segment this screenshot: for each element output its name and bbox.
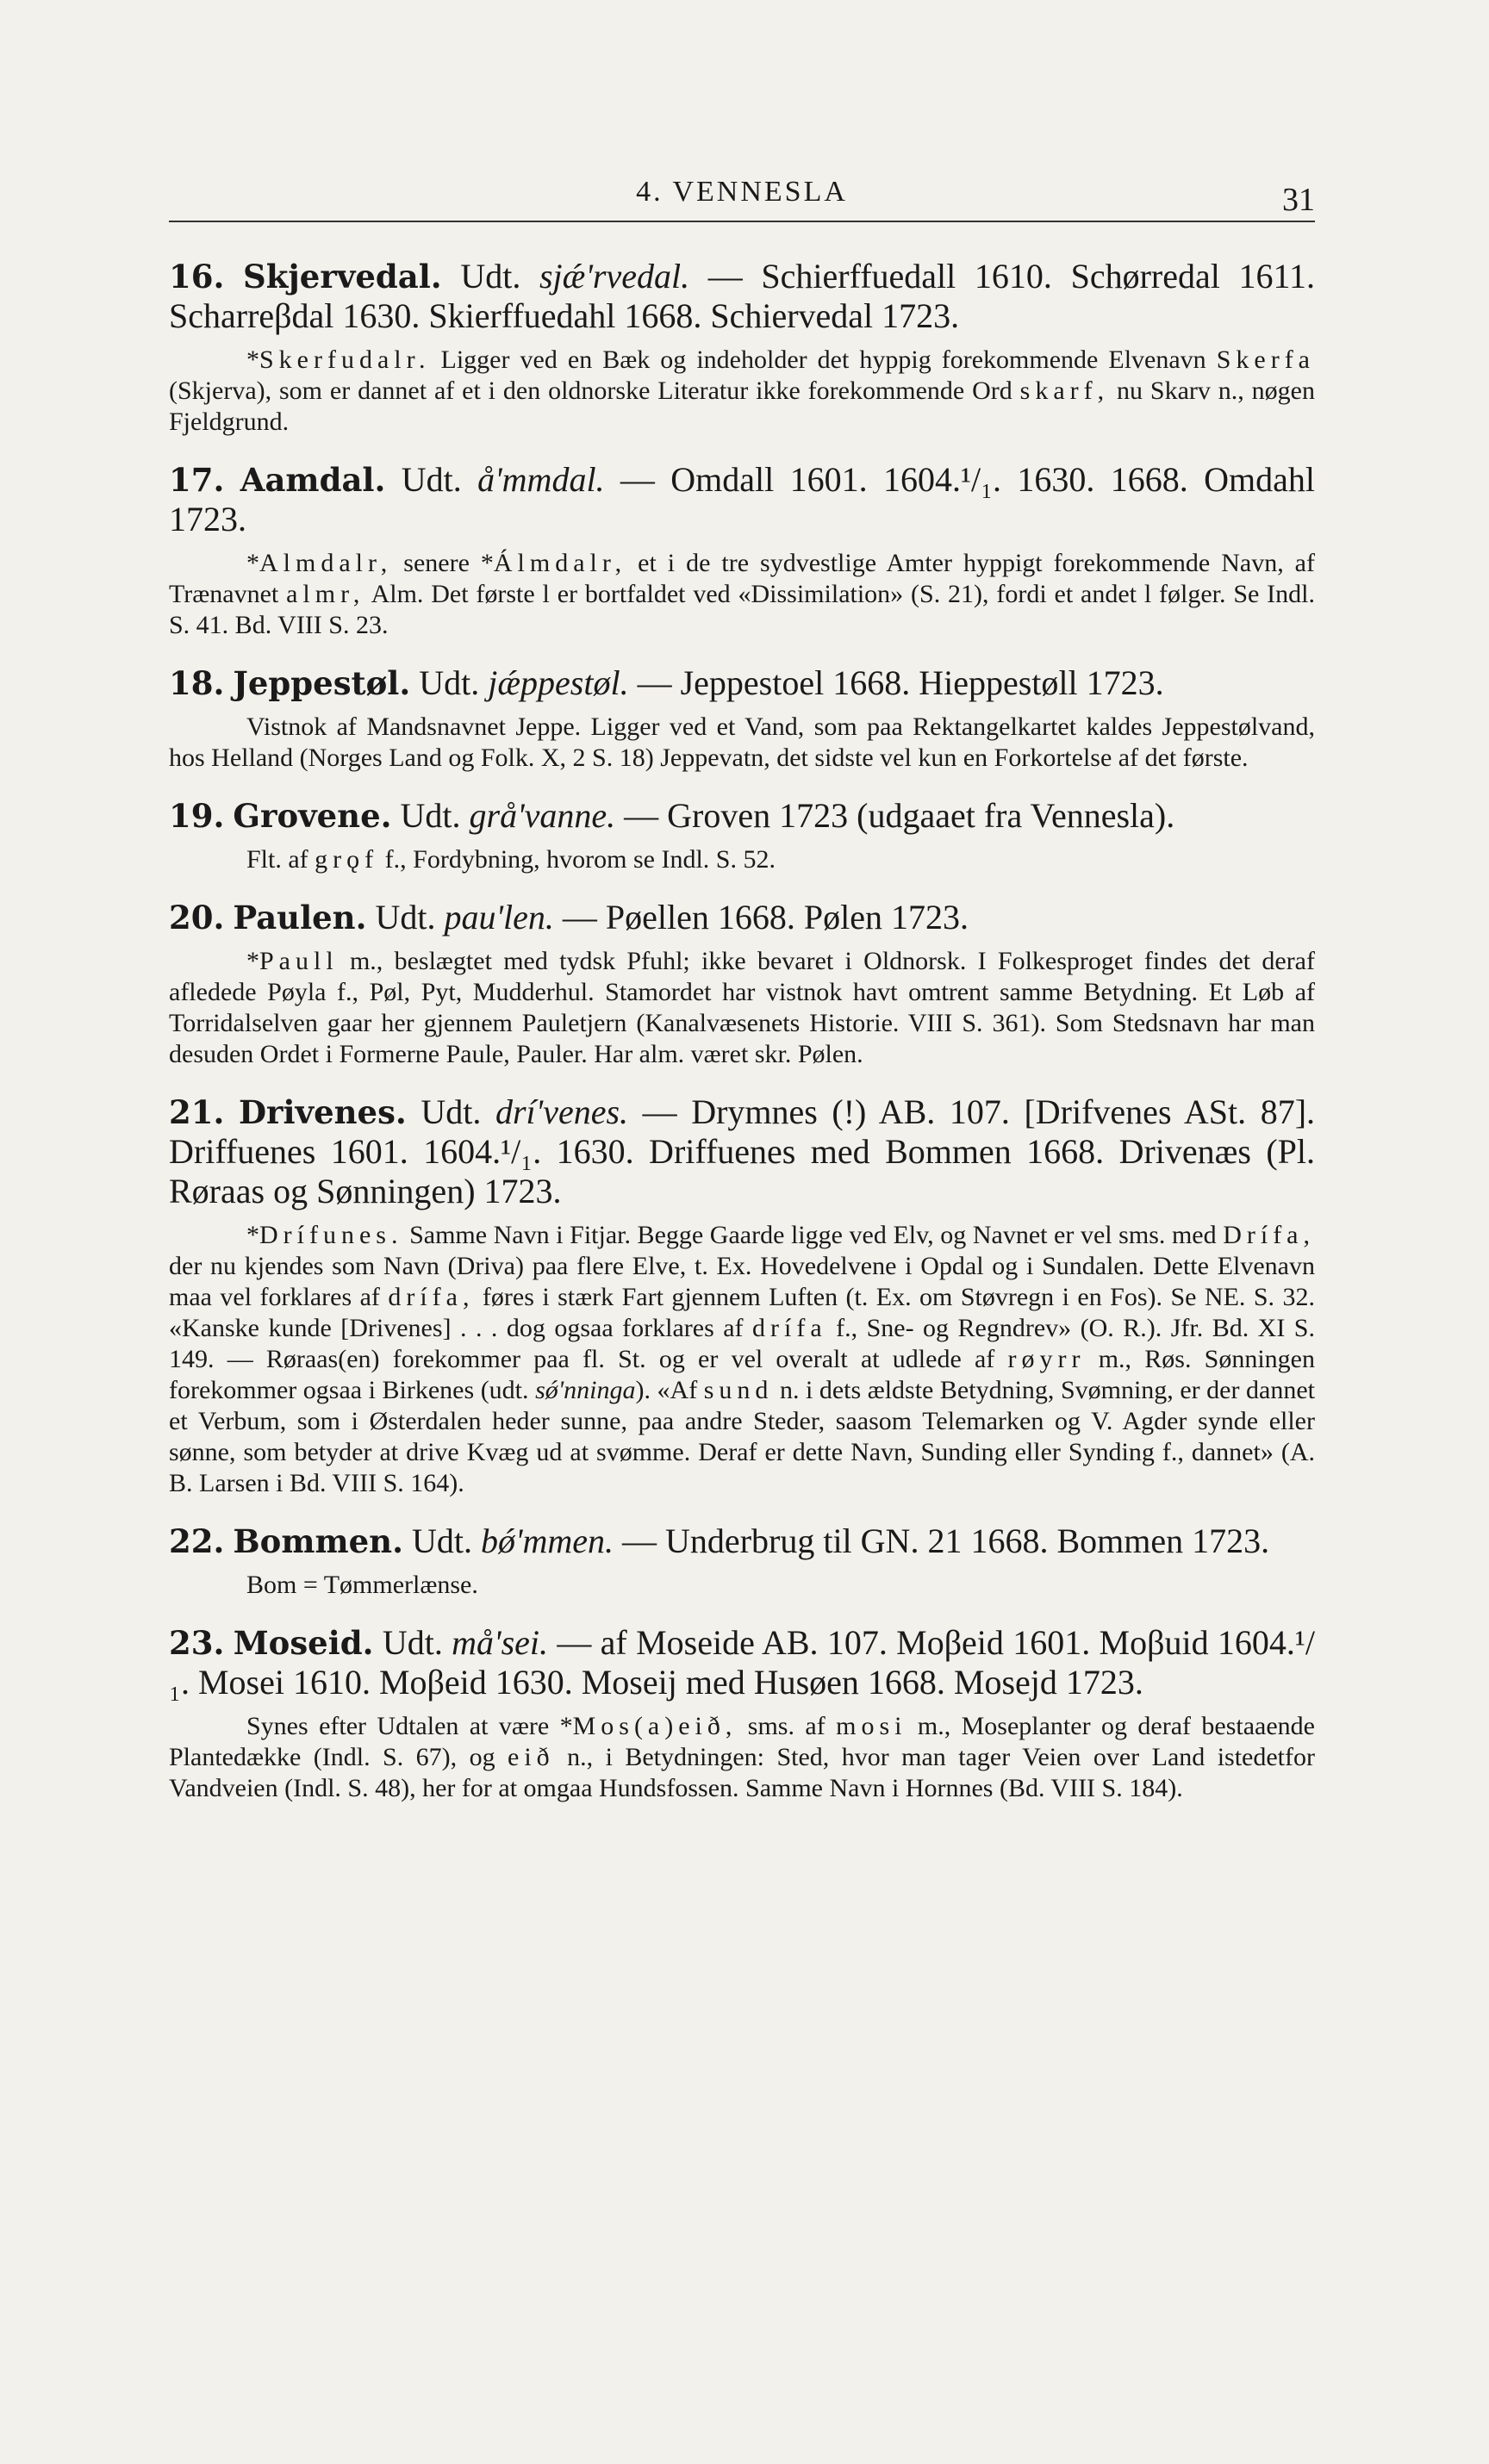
entry-name: Paulen. xyxy=(233,899,367,936)
entry-name: Grovene. xyxy=(233,797,392,835)
historical-forms: — Schierffuedall 1610. Schørredal 1611. Scharreβdal 1630. Skierffuedahl 1668. Schiervedal 1723. xyxy=(169,257,1316,335)
entry-17 xyxy=(169,460,1315,641)
etymon: Skerfudalr. xyxy=(259,345,431,374)
body-text: Samme Navn i Fitjar. Begge Gaarde ligge ved Elv, og Navnet er vel sms. med xyxy=(402,1221,1224,1249)
entry-body xyxy=(169,345,1315,438)
entry-20 xyxy=(169,898,1315,1070)
pronunciation: pau'len. xyxy=(444,898,554,936)
pronunciation: bǿ'mmen. xyxy=(480,1521,614,1560)
asterisk: * xyxy=(246,549,259,577)
body-text: senere * xyxy=(392,549,494,577)
etymon: Paull xyxy=(259,947,339,975)
etymon: Mos(a)eið, xyxy=(572,1712,738,1740)
etymon: Drífunes. xyxy=(259,1221,403,1249)
entry-19 xyxy=(169,796,1315,875)
entry-number: 16. xyxy=(169,258,225,296)
entry-number: 21. xyxy=(169,1093,225,1131)
asterisk: * xyxy=(246,345,259,374)
historical-forms: — Omdall 1601. 1604.¹/₁. 1630. 1668. Omdahl 1723. xyxy=(169,460,1316,538)
entry-heading xyxy=(169,1623,1315,1702)
pronunciation: jǽppestøl. xyxy=(488,663,629,702)
pronunciation: drí'venes. xyxy=(495,1092,629,1131)
entry-name: Jeppestøl. xyxy=(233,664,411,702)
etymon: Drífa, xyxy=(1223,1221,1315,1249)
historical-forms: — Drymnes (!) AB. 107. [Drifvenes ASt. 87]. Driffuenes 1601. 1604.¹/₁. 1630. Driffuenes med Bommen 1668. Drivenæs (Pl. Røraas og Sønningen) 1723. xyxy=(169,1092,1316,1210)
pronunciation-label: Udt. xyxy=(402,1521,481,1560)
entry-heading xyxy=(169,460,1315,539)
body-text: Alm. Det første l er bortfaldet ved «Dissimilation» (S. 21), fordi et andet l følger. Se Indl. S. 41. Bd. VIII S. 23. xyxy=(169,580,1315,639)
body-text: Bom = Tømmerlænse. xyxy=(246,1571,478,1599)
entry-body xyxy=(169,844,1315,875)
entry-number: 19. xyxy=(169,797,225,835)
page-number: 31 xyxy=(1282,182,1315,218)
entry-body xyxy=(169,712,1315,774)
entry-name: Skjervedal. xyxy=(243,258,442,296)
pronunciation: å'mmdal. xyxy=(477,460,605,499)
pronunciation: sjǽ'rvedal. xyxy=(539,257,690,296)
historical-forms: — Pøellen 1668. Pølen 1723. xyxy=(553,898,969,936)
body-text: føres i stærk Fart gjennem Luften (t. Ex. om Støvregn i en Fos). Se NE. S. 32. «Kanske kunde [Drivenes] . . . dog ogsaa forklares af xyxy=(169,1283,1315,1342)
body-text: et i de tre sydvestlige Amter hyppigt forekommende Navn, af Trænavnet xyxy=(169,549,1315,608)
historical-forms: — Underbrug til GN. 21 1668. Bommen 1723. xyxy=(614,1521,1270,1560)
entry-heading xyxy=(169,663,1315,703)
body-text: Vistnok af Mandsnavnet Jeppe. Ligger ved et Vand, som paa Rektangelkartet kaldes Jeppestølvand, hos Helland (Norges Land og Folk. X, 2 S. 18) Jeppevatn, det sidste vel kun en Forkortelse af det første. xyxy=(169,712,1315,772)
entry-heading xyxy=(169,898,1315,937)
entry-body xyxy=(169,548,1315,641)
entry-22 xyxy=(169,1521,1315,1601)
entry-16 xyxy=(169,257,1315,438)
historical-forms: — Jeppestoel 1668. Hieppestøll 1723. xyxy=(628,663,1164,702)
historical-forms: — af Moseide AB. 107. Moβeid 1601. Moβuid 1604.¹/₁. Mosei 1610. Moβeid 1630. Moseij med Husøen 1668. Mosejd 1723. xyxy=(169,1623,1316,1702)
body-text: (Skjerva), som er dannet af et i den oldnorske Literatur ikke forekommende Ord xyxy=(169,376,1020,405)
pronunciation-label: Udt. xyxy=(410,663,489,702)
etymon: Almdalr, xyxy=(259,549,393,577)
pronunciation: sǿ'nninga xyxy=(535,1376,636,1404)
entry-name: Bommen. xyxy=(233,1522,403,1560)
body-text: sms. af xyxy=(737,1712,837,1740)
pronunciation: må'sei. xyxy=(452,1623,549,1662)
entry-number: 22. xyxy=(169,1522,225,1560)
running-head-title: 4. VENNESLA xyxy=(636,176,848,208)
etymon: drífa, xyxy=(388,1283,475,1311)
entry-number: 17. xyxy=(169,461,225,499)
body-text: nu Skarv n., nøgen Fjeldgrund. xyxy=(169,376,1315,436)
body-text: n. i dets ældste Betydning, Svømning, er der dannet et Verbum, som i Østerdalen heder sunne, paa andre Steder, saasom Telemarken og V. Agder synde eller sønne, som betyder at drive Kvæg ud at svømme. Deraf er dette Navn, Sunding eller Synding f., dannet» (A. B. Larsen i Bd. VIII S. 164). xyxy=(169,1376,1315,1497)
etymon: Skerfa xyxy=(1216,345,1315,374)
entry-name: Drivenes. xyxy=(238,1093,407,1131)
body-text: ). «Af xyxy=(635,1376,704,1404)
etymon: almr, xyxy=(286,580,365,608)
entry-heading xyxy=(169,796,1315,836)
body-text: m., Røs. Sønningen forekommer ogsaa i Birkenes (udt. xyxy=(169,1345,1315,1404)
asterisk: * xyxy=(246,1221,259,1249)
body-text: der nu kjendes som Navn (Driva) paa flere Elve, t. Ex. Hovedelvene i Opdal og i Sundalen. Dette Elvenavn maa vel forklares af xyxy=(169,1252,1315,1311)
body-text: f., Fordybning, hvorom se Indl. S. 52. xyxy=(378,845,776,874)
body-text: m., Moseplanter og deraf bestaaende Plantedække (Indl. S. 67), og xyxy=(169,1712,1315,1771)
entry-body xyxy=(169,1570,1315,1601)
pronunciation-label: Udt. xyxy=(391,796,470,835)
entry-heading xyxy=(169,1521,1315,1561)
pronunciation-label: Udt. xyxy=(373,1623,452,1662)
entry-heading xyxy=(169,257,1315,336)
body-text: f., Sne- og Regndrev» (O. R.). Jfr. Bd. XI S. 149. — Røraas(en) forekommer paa fl. St. og er vel overalt at udlede af xyxy=(169,1314,1315,1373)
body-text: m., beslægtet med tydsk Pfuhl; ikke bevaret i Oldnorsk. I Folkesproget findes det deraf afledede Pøyla f., Pøl, Pyt, Mudderhul. Stamordet har vistnok havt omtrent samme Betydning. Et Løb af Torridalselven gaar her gjennem Pauletjern (Kanalvæsenets Historie. VIII S. 361). Som Stedsnavn har man desuden Ordet i Formerne Paule, Pauler. Har alm. været skr. Pølen. xyxy=(169,947,1315,1068)
entry-name: Aamdal. xyxy=(240,461,386,499)
entry-body xyxy=(169,1711,1315,1804)
pronunciation-label: Udt. xyxy=(366,898,445,936)
etymon: eið xyxy=(508,1743,555,1771)
etymon: grǫf xyxy=(315,845,379,874)
etymon: Álmdalr, xyxy=(493,549,627,577)
entry-name: Moseid. xyxy=(233,1624,374,1662)
etymon: sund xyxy=(703,1376,774,1404)
asterisk: * xyxy=(246,947,259,975)
body-text: n., i Betydningen: Sted, hvor man tager Veien over Land istedetfor Vandveien (Indl. S. 48), her for at omgaa Hundsfossen. Samme Navn i Hornnes (Bd. VIII S. 184). xyxy=(169,1743,1315,1802)
etymon: skarf, xyxy=(1019,376,1110,405)
entry-number: 20. xyxy=(169,899,225,936)
pronunciation-label: Udt. xyxy=(385,460,478,499)
body-text: Synes efter Udtalen at være * xyxy=(246,1712,573,1740)
etymon: røyrr xyxy=(1007,1345,1086,1373)
pronunciation-label: Udt. xyxy=(406,1092,495,1131)
etymon: drífa xyxy=(752,1314,827,1342)
running-head xyxy=(169,172,1315,222)
etymon: mosi xyxy=(836,1712,907,1740)
pronunciation: grå'vanne. xyxy=(469,796,616,835)
historical-forms: — Groven 1723 (udgaaet fra Vennesla). xyxy=(615,796,1175,835)
body-text: Ligger ved en Bæk og indeholder det hyppig forekommende Elvenavn xyxy=(430,345,1217,374)
page xyxy=(169,172,1315,1804)
entry-body xyxy=(169,1220,1315,1499)
body-text: Flt. af xyxy=(246,845,315,874)
entry-number: 23. xyxy=(169,1624,225,1662)
pronunciation-label: Udt. xyxy=(441,257,539,296)
entry-body xyxy=(169,946,1315,1070)
entry-18 xyxy=(169,663,1315,774)
entry-number: 18. xyxy=(169,664,225,702)
entry-heading xyxy=(169,1092,1315,1211)
entry-23 xyxy=(169,1623,1315,1804)
entry-21 xyxy=(169,1092,1315,1499)
